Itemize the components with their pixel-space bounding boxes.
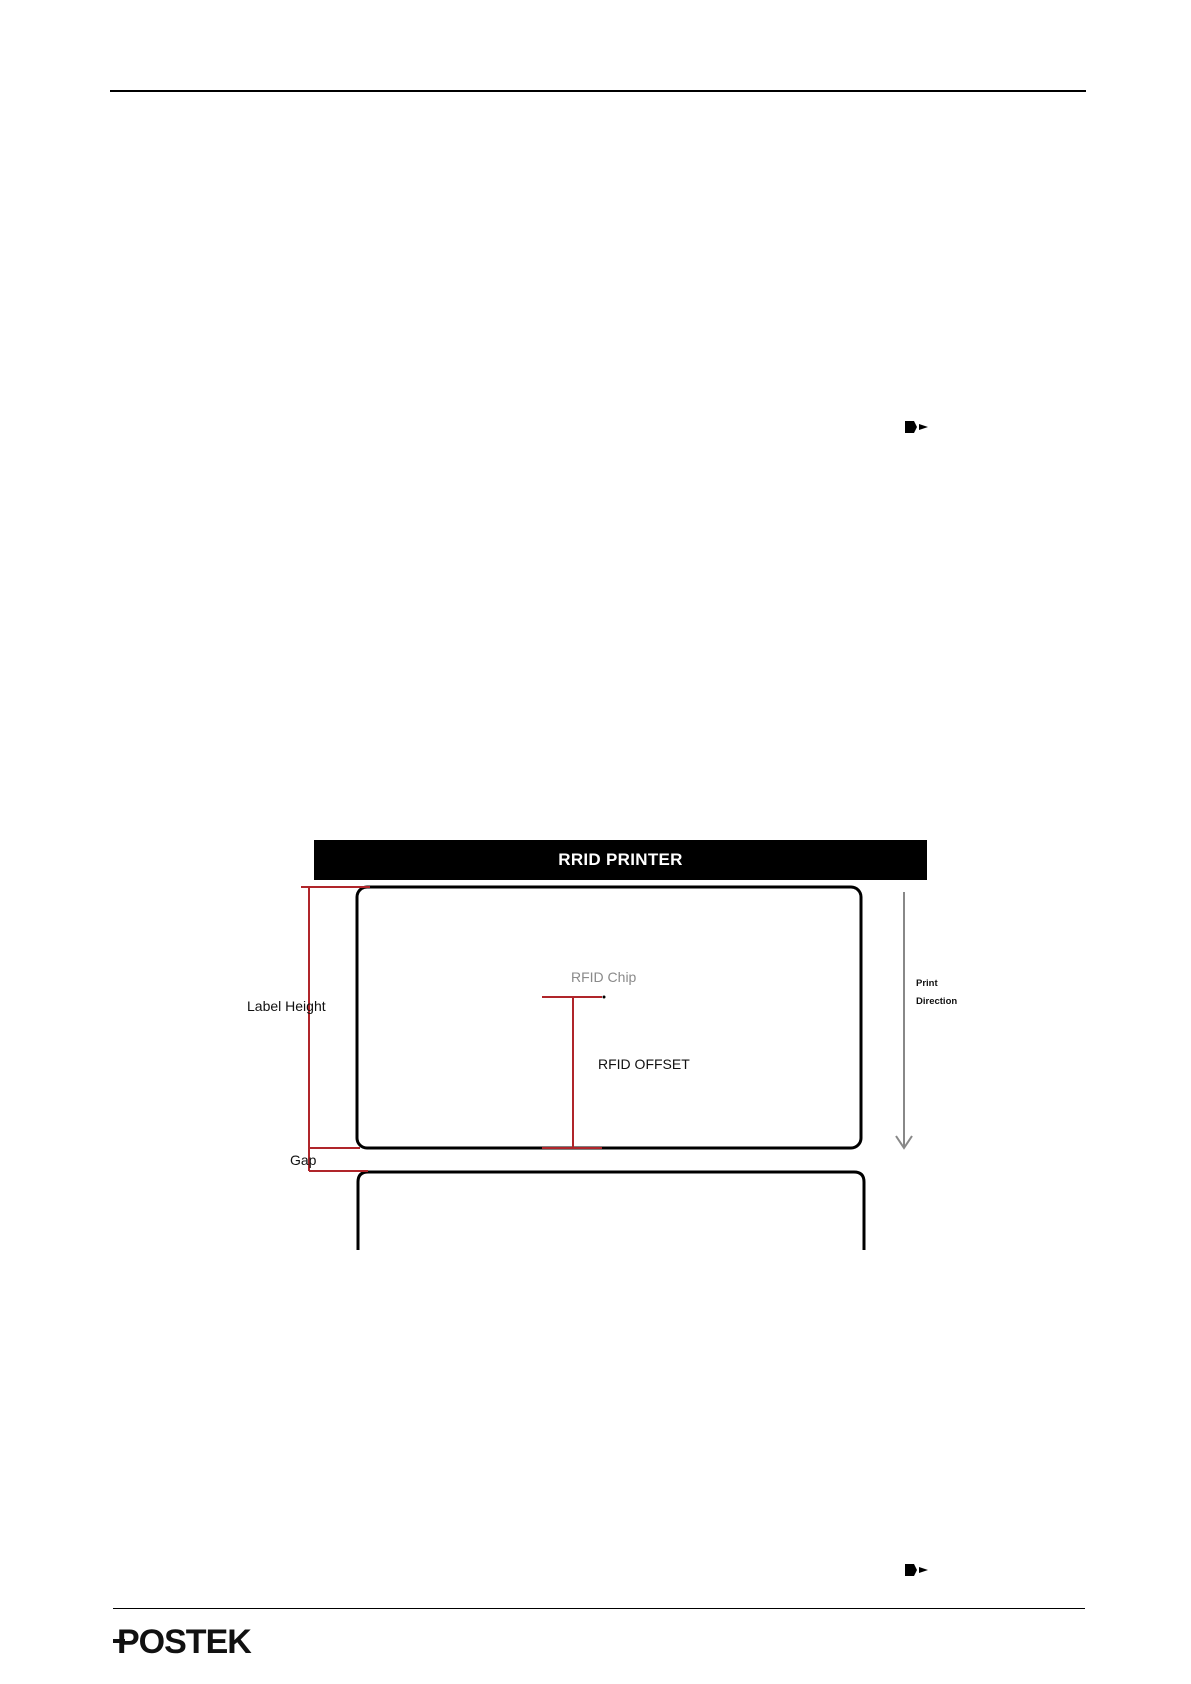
diagram-banner: RRID PRINTER <box>314 840 927 880</box>
rfid-offset-label: RFID OFFSET <box>598 1056 690 1072</box>
rfid-chip-dot <box>603 996 606 999</box>
postek-logo <box>113 1620 263 1662</box>
diagram-graphics <box>230 830 970 1250</box>
next-page-marker-icon <box>905 1563 931 1577</box>
footer-rule <box>113 1608 1085 1609</box>
gap-label: Gap <box>290 1152 317 1168</box>
next-page-marker-icon <box>905 420 931 434</box>
rfid-label-diagram <box>230 830 970 1250</box>
print-direction-label-line1: Print <box>916 978 938 989</box>
header-rule <box>110 90 1086 92</box>
svg-text:POSTEK: POSTEK <box>117 1623 251 1661</box>
print-direction-label-line2: Direction <box>916 996 958 1007</box>
label-outline <box>357 887 861 1148</box>
next-label-outline <box>358 1172 864 1250</box>
label-height-label: Label Height <box>247 998 326 1014</box>
rfid-chip-label: RFID Chip <box>571 969 637 985</box>
